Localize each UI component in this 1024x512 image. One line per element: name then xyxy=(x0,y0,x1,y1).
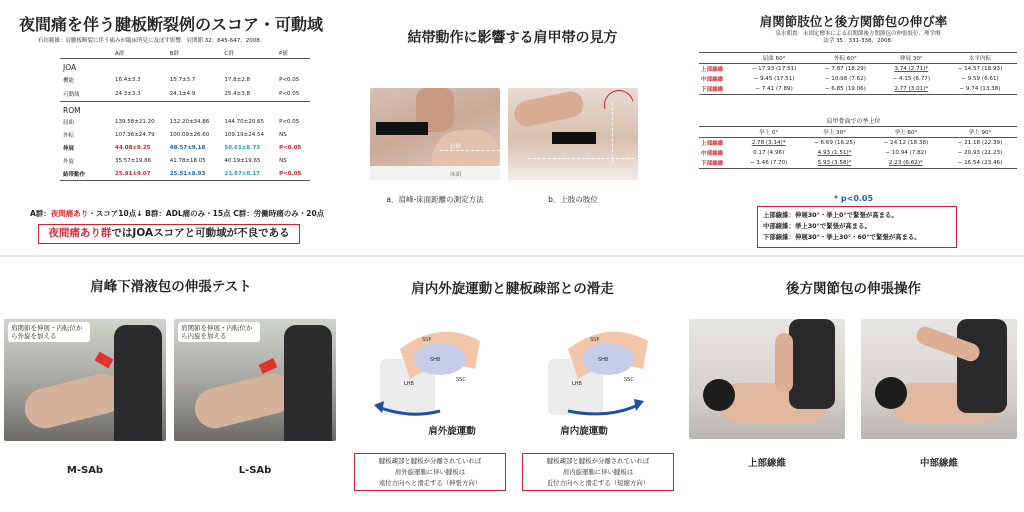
leg xyxy=(21,369,128,432)
instruction-bubble: 肩関節を伸展・内転位から外旋を加える xyxy=(8,322,90,342)
score-table xyxy=(60,48,310,181)
table-row xyxy=(60,155,310,168)
row-label: 下部線維 xyxy=(701,161,724,167)
conclusion-box xyxy=(38,224,300,244)
cell: P<0.05 xyxy=(279,119,300,125)
arm xyxy=(512,89,586,129)
cell: 144.70±20.65 xyxy=(224,119,265,125)
row-label: 上部線維 xyxy=(701,67,724,73)
note-line: 腱板疎部と腱板が分離されていれば xyxy=(378,457,482,465)
table-row xyxy=(699,74,1017,84)
cell: − 3.46 (7.70) xyxy=(749,160,788,166)
col-header: C群 xyxy=(224,51,234,57)
row-label: 屈曲 xyxy=(63,120,75,126)
label-shb: SHB xyxy=(598,357,609,363)
cell: NS xyxy=(279,158,287,164)
col-header: 水平内転 xyxy=(968,56,992,62)
cell: 50.61±8.73 xyxy=(224,145,260,151)
conclusion-highlight: 夜間痛あり群 xyxy=(48,227,112,239)
floor xyxy=(370,166,500,180)
cell: P<0.05 xyxy=(279,77,300,83)
panel-capsule-stretch xyxy=(683,257,1024,512)
cell: 17.8±2.8 xyxy=(224,77,251,83)
table-row xyxy=(60,73,310,87)
panel-title: 結帯動作に影響する肩甲帯の見方 xyxy=(407,30,618,46)
table-row xyxy=(60,142,310,155)
row-label: 下部線維 xyxy=(701,87,724,93)
label-internal-rotation: 肩内旋運動 xyxy=(560,426,608,437)
floor-line xyxy=(440,166,500,167)
therapist xyxy=(114,325,162,441)
table-header-row xyxy=(699,53,1017,64)
cell: − 9.74 (13.38) xyxy=(959,86,1001,92)
caption-left: 上部線維 xyxy=(747,458,786,469)
cell: 41.78±18.05 xyxy=(169,158,206,164)
cell: 25.4±3.8 xyxy=(224,90,251,97)
therapist xyxy=(284,325,332,441)
cell: − 9.59 (6.61) xyxy=(961,76,999,82)
shoulder-diagram-right xyxy=(538,319,658,419)
table-row xyxy=(60,168,310,181)
source-citation: 泉水朝貴：未固定標本による肩関節後方関節包の伸張肢位．理学療法学 35：331-338，2008. xyxy=(775,31,941,44)
cell: − 4.15 (6.77) xyxy=(892,76,931,82)
col-header: P値 xyxy=(279,51,288,57)
note-line: 上部線維：伸展30°・挙上0°で緊張が高まる。 xyxy=(763,211,898,219)
cell: 2.23 (6.62)* xyxy=(888,160,923,166)
panel-title: 肩内外旋運動と腱板疎部との滑走 xyxy=(411,281,614,297)
note-line: 腱板疎部と腱板が分離されていれば xyxy=(546,457,650,465)
patient-head xyxy=(703,379,735,411)
top-table xyxy=(699,52,1017,95)
label-lhb: LHB xyxy=(404,381,414,387)
row-label: 機能 xyxy=(63,78,75,84)
table-row xyxy=(60,87,310,101)
cell: 3.74 (2.71)* xyxy=(894,66,929,72)
panel-title: 肩峰下滑液包の伸張テスト xyxy=(90,279,252,295)
row-label: 伸展 xyxy=(63,146,75,152)
table-row xyxy=(699,84,1017,95)
leg xyxy=(191,369,298,432)
face-censor-bar xyxy=(376,122,428,135)
table-row xyxy=(60,129,310,142)
panel-rotator-interval xyxy=(342,257,683,512)
label-ssc: SSC xyxy=(624,377,634,383)
cell: 0.17 (4.96) xyxy=(753,150,785,156)
label-external-rotation: 肩外旋運動 xyxy=(428,426,476,437)
bottom-table-title: 肩甲骨面での挙上位 xyxy=(826,118,881,125)
table-header-row xyxy=(699,127,1017,138)
shoulder-line xyxy=(528,158,634,159)
cell: 24.1±4.9 xyxy=(169,90,196,97)
cell: 139.58±21.20 xyxy=(115,119,155,125)
arrow-head xyxy=(634,399,644,411)
cell: 48.57±9.18 xyxy=(169,145,206,151)
col-header: 挙上 60° xyxy=(894,130,918,136)
cell: 21.87±8.17 xyxy=(224,170,260,177)
col-header: 挙上 30° xyxy=(823,130,846,136)
cell: − 16.54 (23.46) xyxy=(957,160,1003,166)
row-label: 中部線維 xyxy=(701,77,724,83)
row-label: 外旋 xyxy=(63,159,75,165)
red-arrow xyxy=(259,358,278,374)
note-line: 肩内旋運動に伴い腱板は xyxy=(562,468,634,476)
cell: 16.4±3.3 xyxy=(115,77,141,83)
photo-middle-fibers xyxy=(861,319,1017,439)
floor-label: 床面 xyxy=(450,172,462,178)
cell: 4.93 (1.51)* xyxy=(817,150,852,156)
cell: 5.93 (3.58)* xyxy=(817,160,852,166)
label-lhb: LHB xyxy=(572,381,582,387)
photo-m-sab xyxy=(4,319,166,441)
note-line: 肩外旋運動に伴い腱板は xyxy=(394,468,466,476)
table-row xyxy=(60,116,310,129)
row-label: 可動域 xyxy=(63,91,80,98)
cell: 35.57±19.86 xyxy=(115,158,152,164)
caption-right: 中部線維 xyxy=(919,458,958,469)
cell: 24.3±3.3 xyxy=(115,90,141,97)
photo-upper-fibers xyxy=(689,319,845,439)
row-label: 結帯動作 xyxy=(63,171,86,178)
caption-left: M-SAb xyxy=(66,465,104,476)
cell: P<0.05 xyxy=(279,170,302,177)
cell: 107.36±24.79 xyxy=(115,132,155,138)
row-label: 中部線維 xyxy=(701,151,724,157)
group-legend xyxy=(30,208,324,219)
cell: − 24.12 (18.38) xyxy=(883,140,929,146)
panel-night-pain-scores xyxy=(0,0,342,255)
caption-right: L-SAb xyxy=(238,465,272,476)
acromion-line xyxy=(440,150,500,151)
col-header: 挙上 90° xyxy=(968,130,992,136)
cell: 25.91±9.07 xyxy=(115,170,151,177)
table-row xyxy=(699,158,1017,169)
legend-a-highlight: 夜間痛あり xyxy=(50,209,89,218)
note-internal xyxy=(522,453,674,491)
photo-measurement xyxy=(370,88,500,180)
panel-title: 夜間痛を伴う腱板断裂例のスコア・可動域 xyxy=(18,15,323,34)
cell: − 6.69 (16.25) xyxy=(814,140,856,146)
cell: − 6.85 (19.06) xyxy=(824,86,866,92)
table-row xyxy=(699,148,1017,158)
photo-limb-position xyxy=(508,88,638,180)
therapist xyxy=(789,319,835,409)
note-line: 中部線維：挙上30°で緊張が高まる。 xyxy=(763,222,871,230)
panel-subacromial-bursa xyxy=(0,257,342,512)
table-row xyxy=(699,138,1017,149)
red-arrow xyxy=(95,352,114,369)
note-line: 遠位方向へと滑走する（伸張方向） xyxy=(378,479,482,487)
source-citation: 石垣範雄：肩腱板断裂に伴う痛みが臨床所見に及ぼす影響．肩関節 32：645-647，2008. xyxy=(38,38,262,44)
cell: − 7.87 (18.29) xyxy=(824,66,866,72)
col-header: 挙上 0° xyxy=(758,130,779,136)
row-label: 上部線維 xyxy=(701,141,724,147)
legend-a-prefix: A群： xyxy=(30,209,51,218)
cell: 15.7±3.7 xyxy=(169,77,196,83)
cell: − 9.45 (17.51) xyxy=(753,76,795,82)
patient-head xyxy=(875,377,907,409)
caption-b: b．上肢の肢位 xyxy=(548,195,598,204)
caption-a: a．肩峰-床面距離の測定方法 xyxy=(386,195,484,204)
label-ssp: SSP xyxy=(422,337,432,343)
notes-box xyxy=(757,206,957,248)
therapist xyxy=(957,319,1007,413)
cell: 109.19±24.54 xyxy=(224,132,265,138)
note-line: 下部線維：伸展30°・挙上30°・60°で緊張が高まる。 xyxy=(763,233,921,241)
panel-scapular-view xyxy=(342,0,683,255)
cell: − 17.93 (17.51) xyxy=(751,66,797,72)
cell: 2.77 (3.01)* xyxy=(894,86,929,92)
cell: NS xyxy=(279,132,287,138)
photo-l-sab xyxy=(174,319,336,441)
panel-posterior-capsule xyxy=(683,0,1024,255)
cell: 25.51±8.93 xyxy=(169,170,206,177)
instruction-bubble: 肩関節を伸展・内転位から内旋を加える xyxy=(178,322,260,342)
cell: − 21.18 (22.39) xyxy=(957,140,1003,146)
cell: − 10.98 (7.62) xyxy=(824,76,866,82)
cell: 2.78 (3.14)* xyxy=(751,140,786,146)
cell: − 7.41 (7.89) xyxy=(755,86,793,92)
row-label: 外転 xyxy=(63,133,75,139)
bottom-table xyxy=(699,126,1017,169)
note-external xyxy=(354,453,506,491)
patient-arm xyxy=(775,333,793,393)
col-header: 外転 60° xyxy=(833,56,857,62)
cell: − 10.94 (7.82) xyxy=(885,150,927,156)
label-ssp: SSP xyxy=(590,337,600,343)
rom-label: ROM xyxy=(60,101,310,116)
cell: 132.20±34.86 xyxy=(169,119,210,125)
cell: P<0.05 xyxy=(279,145,302,151)
cell: P<0.05 xyxy=(279,90,300,97)
legend-rest: ・スコア10点↓ B群：ADL痛のみ・15点 C群：労働時痛のみ・20点 xyxy=(88,209,325,218)
note-line: 近位方向へと滑走する（短縮方向） xyxy=(546,479,650,487)
cell: 40.19±19.65 xyxy=(224,158,261,164)
col-header: B群 xyxy=(169,51,179,57)
label-ssc: SSC xyxy=(456,377,466,383)
cell: 44.08±9.25 xyxy=(115,145,151,151)
cell: − 20.93 (21.23) xyxy=(957,150,1003,156)
table-row xyxy=(699,64,1017,75)
rotation-arrow xyxy=(599,88,638,125)
label-shb: SHB xyxy=(430,357,441,363)
conclusion-text: ではJOAスコアと可動域が不良である xyxy=(111,227,290,239)
table-header-row xyxy=(60,48,310,59)
panel-title: 後方関節包の伸張操作 xyxy=(786,281,921,297)
acromion-label: 肩峰 xyxy=(450,144,462,150)
col-header: 屈曲 60° xyxy=(762,56,786,62)
panel-title: 肩関節肢位と後方関節包の伸び率 xyxy=(759,14,948,29)
col-header: 伸展 30° xyxy=(899,56,923,62)
face-censor-bar xyxy=(552,132,596,144)
shoulder-diagram-left xyxy=(370,319,490,419)
joa-label: JOA xyxy=(60,59,310,74)
cell: − 14.57 (18.93) xyxy=(957,66,1003,72)
col-header: A群 xyxy=(115,51,125,57)
cell: 100.09±26.60 xyxy=(169,132,210,138)
significance-note: * p<0.05 xyxy=(833,194,874,203)
